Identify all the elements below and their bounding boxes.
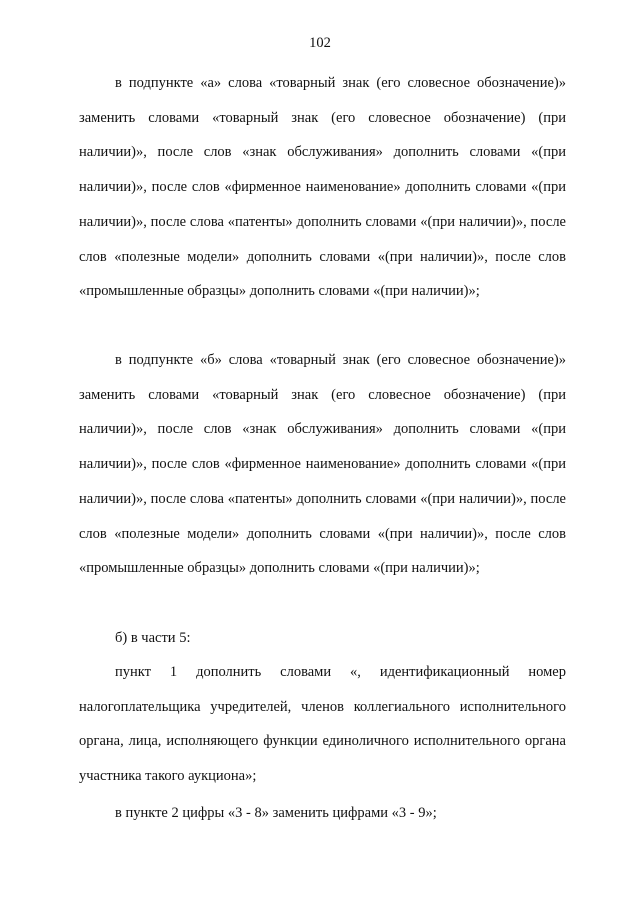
paragraph-part-5-heading: б) в части 5: xyxy=(115,630,191,646)
paragraph-subitem-a: в подпункте «а» слова «товарный знак (его словесное обозначение)» заменить словами «товарный знак (его словесное обозначение) (при наличии)», после слов «знак обслуживания» дополнить словами «(при наличии)», после слов «фирменное наименование» дополнить словами «(при наличии)», после слова «патенты» дополнить словами «(при наличии)», после слов «полезные модели» дополнить словами «(при наличии)», после слов «промышленные образцы» дополнить словами «(при наличии)»; xyxy=(79,75,566,300)
paragraph-subitem-b: в подпункте «б» слова «товарный знак (его словесное обозначение)» заменить словами «товарный знак (его словесное обозначение) (при наличии)», после слов «знак обслуживания» дополнить словами «(при наличии)», после слов «фирменное наименование» дополнить словами «(при наличии)», после слова «патенты» дополнить словами «(при наличии)», после слов «полезные модели» дополнить словами «(при наличии)», после слов «промышленные образцы» дополнить словами «(при наличии)»; xyxy=(79,352,566,577)
paragraph-item-2: в пункте 2 цифры «3 - 8» заменить цифрами «3 - 9»; xyxy=(115,805,437,821)
page-number: 102 xyxy=(309,35,331,51)
paragraph-item-1: пункт 1 дополнить словами «, идентификационный номер налогоплательщика учредителей, членов коллегиального исполнительного органа, лица, исполняющего функции единоличного исполнительного органа участника такого аукциона»; xyxy=(79,664,566,785)
